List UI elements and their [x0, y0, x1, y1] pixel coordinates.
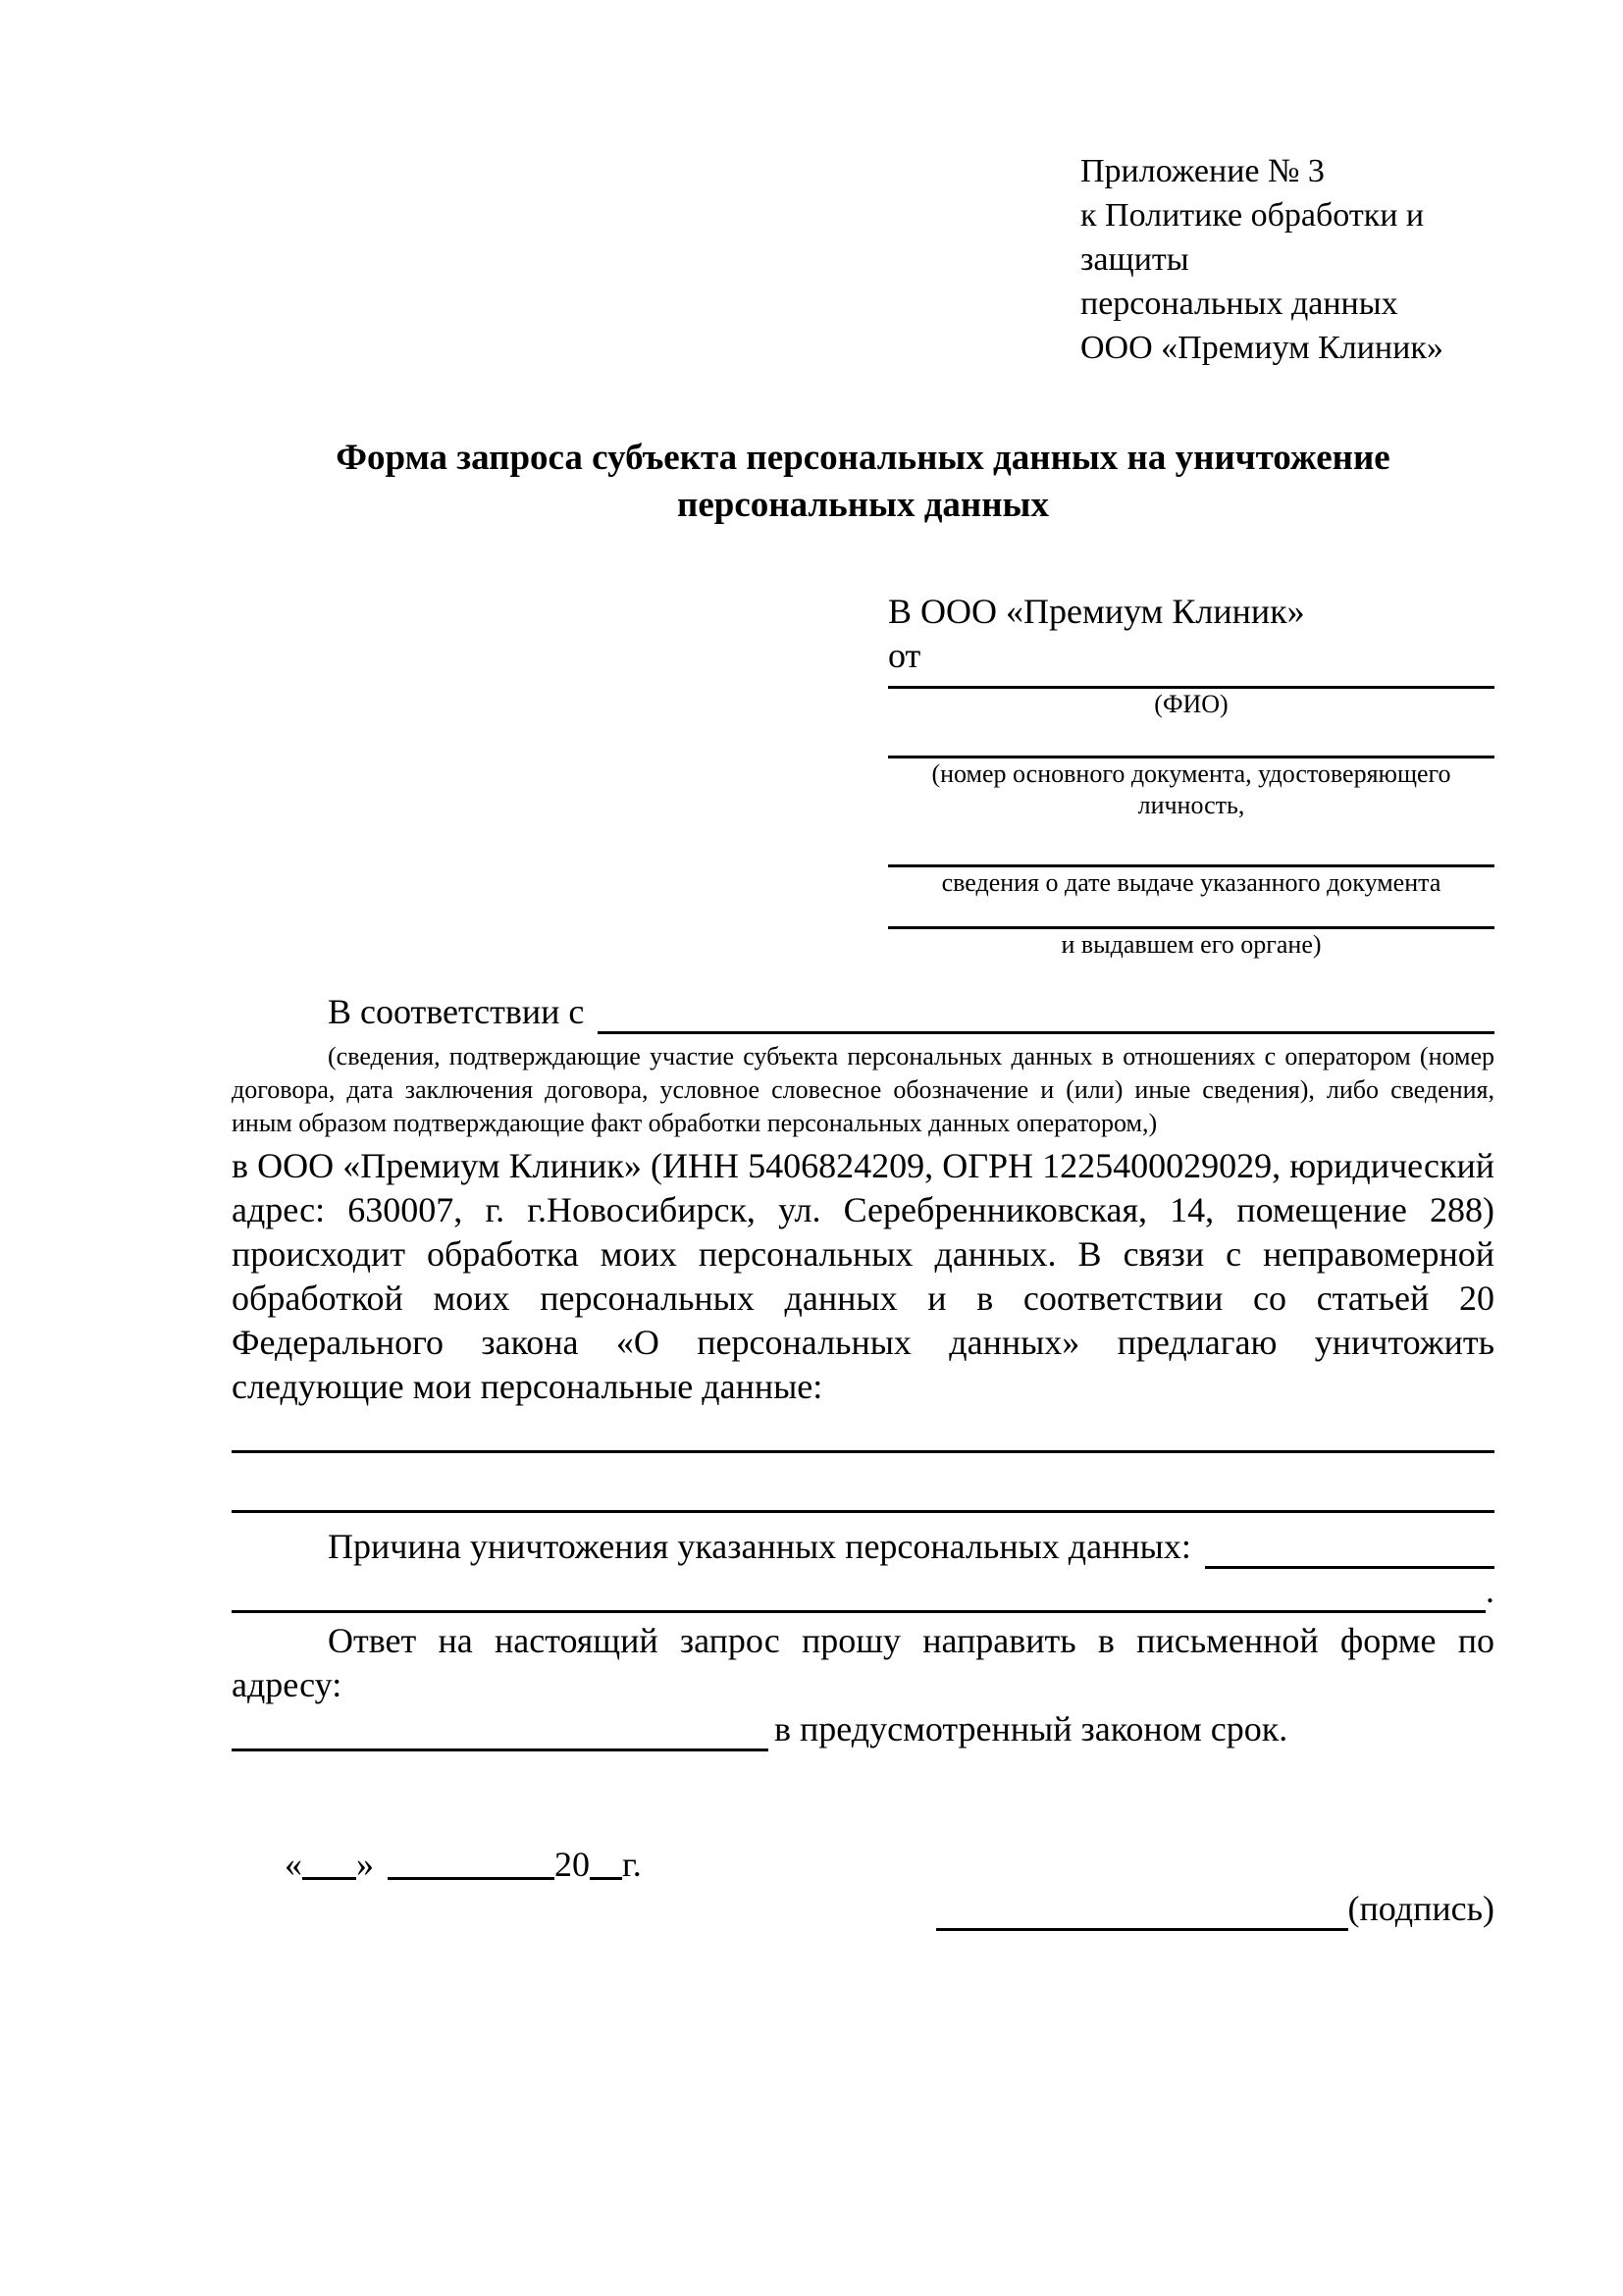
document-number-blank-field[interactable] — [888, 720, 1494, 758]
document-number-caption: (номер основного документа, удостоверяющего личность, — [931, 759, 1451, 819]
response-tail-text: в предусмотренный законом срок. — [774, 1709, 1288, 1748]
annex-header-line-4: ООО «Премиум Клиник» — [1080, 330, 1443, 366]
year-suffix: г. — [622, 1845, 642, 1884]
accordance-line — [232, 990, 1494, 1034]
open-quote: « — [285, 1845, 302, 1884]
date-part — [232, 1799, 642, 1931]
annex-header-block — [1080, 149, 1494, 370]
signature-blank-field[interactable] — [936, 1897, 1348, 1931]
date-signature-row — [232, 1799, 1494, 1931]
annex-header-line-3: персональных данных — [1080, 286, 1398, 322]
accordance-label: В соответствии с — [328, 992, 585, 1031]
line-ending-period: . — [1486, 1571, 1494, 1610]
fio-caption: (ФИО) — [1154, 690, 1229, 718]
year-prefix: 20 — [554, 1845, 590, 1884]
accordance-blank-field[interactable] — [598, 1031, 1494, 1034]
year-blank-field[interactable] — [590, 1846, 622, 1880]
signature-part — [936, 1799, 1494, 1931]
signature-caption: (подпись) — [1347, 1889, 1494, 1928]
issuing-authority-blank-field[interactable] — [888, 899, 1494, 929]
reason-blank-field[interactable] — [1205, 1566, 1494, 1569]
reason-continuation-line — [232, 1569, 1494, 1613]
reason-line — [232, 1525, 1494, 1569]
reason-label: Причина уничтожения указанных персональных данных: — [328, 1527, 1191, 1566]
month-blank-field[interactable] — [388, 1846, 554, 1880]
annex-header-line-2: к Политике обработки и защиты — [1080, 197, 1425, 278]
issue-date-blank-field[interactable] — [888, 821, 1494, 867]
close-quote: » — [356, 1845, 374, 1884]
annex-header-line-1: Приложение № 3 — [1080, 153, 1325, 189]
response-paragraph: Ответ на настоящий запрос прошу направить в письменной форме по адресу: — [232, 1621, 1494, 1704]
day-blank-field[interactable] — [302, 1846, 356, 1880]
fio-blank-field[interactable] — [888, 678, 1494, 689]
addressee-from-label: от — [888, 636, 921, 675]
personal-data-blank-line-2[interactable] — [232, 1453, 1494, 1513]
personal-data-blank-line-1[interactable] — [232, 1409, 1494, 1453]
response-tail-line — [232, 1707, 1494, 1751]
document-title: Форма запроса субъекта персональных данных на уничтожение персональных данных — [336, 438, 1390, 525]
addressee-block — [888, 590, 1494, 961]
issuing-authority-caption: и выдавшем его органе) — [1061, 930, 1322, 959]
issue-date-caption: сведения о дате выдаче указанного документа — [941, 868, 1441, 897]
reason-continuation-blank-field[interactable] — [232, 1610, 1486, 1613]
main-paragraph: в ООО «Премиум Клиник» (ИНН 5406824209, ОГРН 1225400029029, юридический адрес: 630007, г. г.Новосибирск, ул. Серебренниковская, 14, помещение 288) происходит обработка моих персональных данных. В связи с неправомерной обработкой моих персональных данных и в соответствии со статьей 20 Федерального закона «О персональных данных» предлагаю уничтожить следующие мои персональные данные: — [232, 1146, 1494, 1406]
addressee-to: В ООО «Премиум Клиник» — [888, 592, 1305, 631]
fine-print-note: (сведения, подтверждающие участие субъекта персональных данных в отношениях с оператором (номер договора, дата заключения договора, условное словесное обозначение и (или) иные сведения), либо сведения, иным образом подтверждающие факт обработки персональных данных оператором,) — [232, 1042, 1494, 1137]
address-blank-field[interactable] — [232, 1717, 768, 1751]
